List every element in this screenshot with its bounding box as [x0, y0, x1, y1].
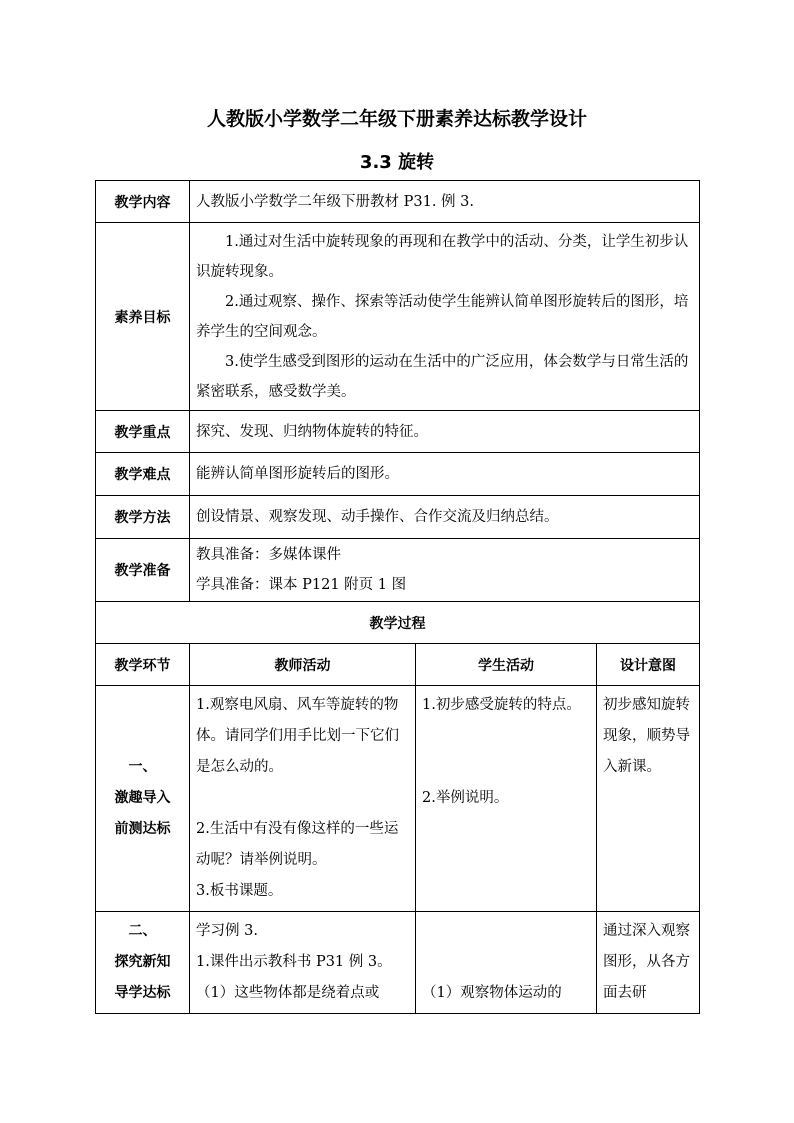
student-activity: 1.初步感受旋转的特点。: [422, 697, 581, 713]
label-content: 教学内容: [96, 181, 190, 223]
stage-1-intent: [597, 686, 700, 912]
label-preparation: 教学准备: [96, 539, 190, 602]
stage-2-student: [416, 912, 597, 1014]
stage-name-line: 前测达标: [114, 821, 171, 837]
value-preparation: [190, 539, 700, 602]
stage-name-line: 导学达标: [114, 985, 171, 1001]
stage-name-line: 激趣导入: [114, 790, 171, 806]
stage-1-name: [96, 686, 190, 912]
column-header: 教学环节: [96, 644, 190, 686]
document-title: 人教版小学数学二年级下册素养达标教学设计: [206, 108, 587, 130]
design-intent: 初步感知旋转现象，顺势导入新课。: [603, 697, 690, 775]
value-content: 人教版小学数学二年级下册教材 P31. 例 3.: [190, 181, 700, 223]
goal-item: 3.使学生感受到图形的运动在生活中的广泛应用，体会数学与日常生活的紧密联系，感受数学美。: [196, 353, 689, 400]
value-difficulty: 能辨认简单图形旋转后的图形。: [190, 453, 700, 496]
row-method: [96, 496, 700, 539]
teacher-activity: （1）这些物体都是绕着点或: [196, 985, 380, 1001]
teacher-activity: 2.生活中有没有像这样的一些运动呢？请举例说明。: [196, 821, 399, 868]
column-header: 设计意图: [597, 644, 700, 686]
row-key-point: [96, 411, 700, 453]
lesson-title: 3.3 旋转: [359, 152, 435, 173]
row-column-headers: [96, 644, 700, 686]
label-key-point: 教学重点: [96, 411, 190, 453]
stage-2-intent: [597, 912, 700, 1014]
student-activity: 2.举例说明。: [422, 790, 509, 806]
column-header: 教师活动: [190, 644, 416, 686]
goal-item: 1.通过对生活中旋转现象的再现和在教学中的活动、分类，让学生初步认识旋转现象。: [196, 233, 689, 280]
label-method: 教学方法: [96, 496, 190, 539]
teacher-activity: 3.板书课题。: [196, 883, 283, 899]
stage-1-student: [416, 686, 597, 912]
teacher-activity: 1.观察电风扇、风车等旋转的物体。请同学们用手比划一下它们是怎么动的。: [196, 697, 399, 775]
value-goals: [190, 223, 700, 411]
process-header: 教学过程: [96, 602, 700, 644]
label-difficulty: 教学难点: [96, 453, 190, 496]
design-intent: 通过深入观察图形，从各方面去研: [603, 923, 690, 1001]
row-stage-1: [96, 686, 700, 912]
row-content: [96, 181, 700, 223]
stage-name-line: 一、: [128, 759, 157, 775]
student-preparation: 学具准备：课本 P121 附页 1 图: [196, 577, 407, 593]
row-goals: [96, 223, 700, 411]
row-stage-2: [96, 912, 700, 1014]
stage-2-teacher: [190, 912, 416, 1014]
teacher-preparation: 教具准备：多媒体课件: [196, 547, 341, 563]
row-preparation: [96, 539, 700, 602]
stage-1-teacher: [190, 686, 416, 912]
stage-name-line: 二、: [128, 923, 157, 939]
stage-name-line: 探究新知: [114, 954, 171, 970]
row-process-header: [96, 602, 700, 644]
label-goals: 素养目标: [96, 223, 190, 411]
column-header: 学生活动: [416, 644, 597, 686]
stage-2-name: [96, 912, 190, 1014]
lesson-plan-table: [95, 180, 700, 1014]
teacher-activity: 1.课件出示教科书 P31 例 3。: [196, 954, 392, 970]
row-difficulty: [96, 453, 700, 496]
student-activity: （1）观察物体运动的: [422, 985, 562, 1001]
value-method: 创设情景、观察发现、动手操作、合作交流及归纳总结。: [190, 496, 700, 539]
goal-item: 2.通过观察、操作、探索等活动使学生能辨认简单图形旋转后的图形，培养学生的空间观念。: [196, 293, 689, 340]
value-key-point: 探究、发现、归纳物体旋转的特征。: [190, 411, 700, 453]
teacher-activity: 学习例 3.: [196, 923, 258, 939]
